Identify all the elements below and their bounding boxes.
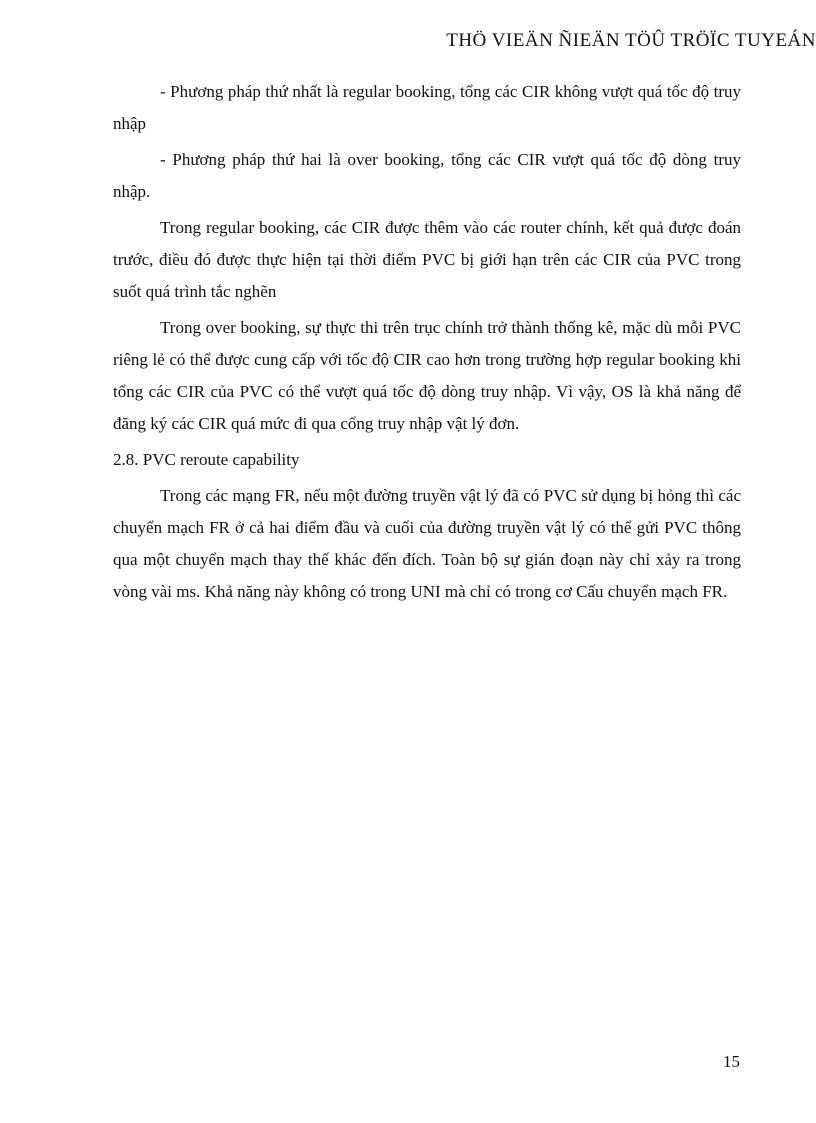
body-paragraph-reroute: Trong các mạng FR, nếu một đường truyền vật lý đã có PVC sử dụng bị hỏng thì các chuyển mạch FR ở cả hai điểm đầu và cuối của đường truyền vật lý có thể gửi PVC thông qua một chuyển mạch thay thế khác đến đích. Toàn bộ sự gián đoạn này chỉ xảy ra trong vòng vài ms. Khả năng này không có trong UNI mà chỉ có trong cơ Cấu chuyển mạch FR. <box>113 486 741 601</box>
page-header: THÖ VIEÄN ÑIEÄN TÖÛ TRÖÏC TUYEÁN <box>446 30 816 51</box>
document-body <box>113 76 741 612</box>
page-number: 15 <box>723 1052 740 1071</box>
body-paragraph-over-booking: Trong over booking, sự thực thi trên trục chính trở thành thống kê, mặc dù mỗi PVC riêng lẻ có thể được cung cấp với tốc độ CIR cao hơn trong trường hợp regular booking khi tổng các CIR của PVC có thể vượt quá tốc độ dòng truy nhập. Vì vậy, OS là khả năng để đăng ký các CIR quá mức đi qua cổng truy nhập vật lý đơn. <box>113 318 741 433</box>
body-paragraph-regular-booking: Trong regular booking, các CIR được thêm vào các router chính, kết quả được đoán trước, điều đó được thực hiện tại thời điểm PVC bị giới hạn trên các CIR của PVC trong suốt quá trình tắc nghẽn <box>113 218 741 301</box>
bullet-paragraph-2: - Phương pháp thứ hai là over booking, tổng các CIR vượt quá tốc độ dòng truy nhập. <box>113 150 741 201</box>
bullet-paragraph-1: - Phương pháp thứ nhất là regular booking, tổng các CIR không vượt quá tốc độ truy nhập <box>113 82 741 133</box>
section-heading: 2.8. PVC reroute capability <box>113 450 300 469</box>
